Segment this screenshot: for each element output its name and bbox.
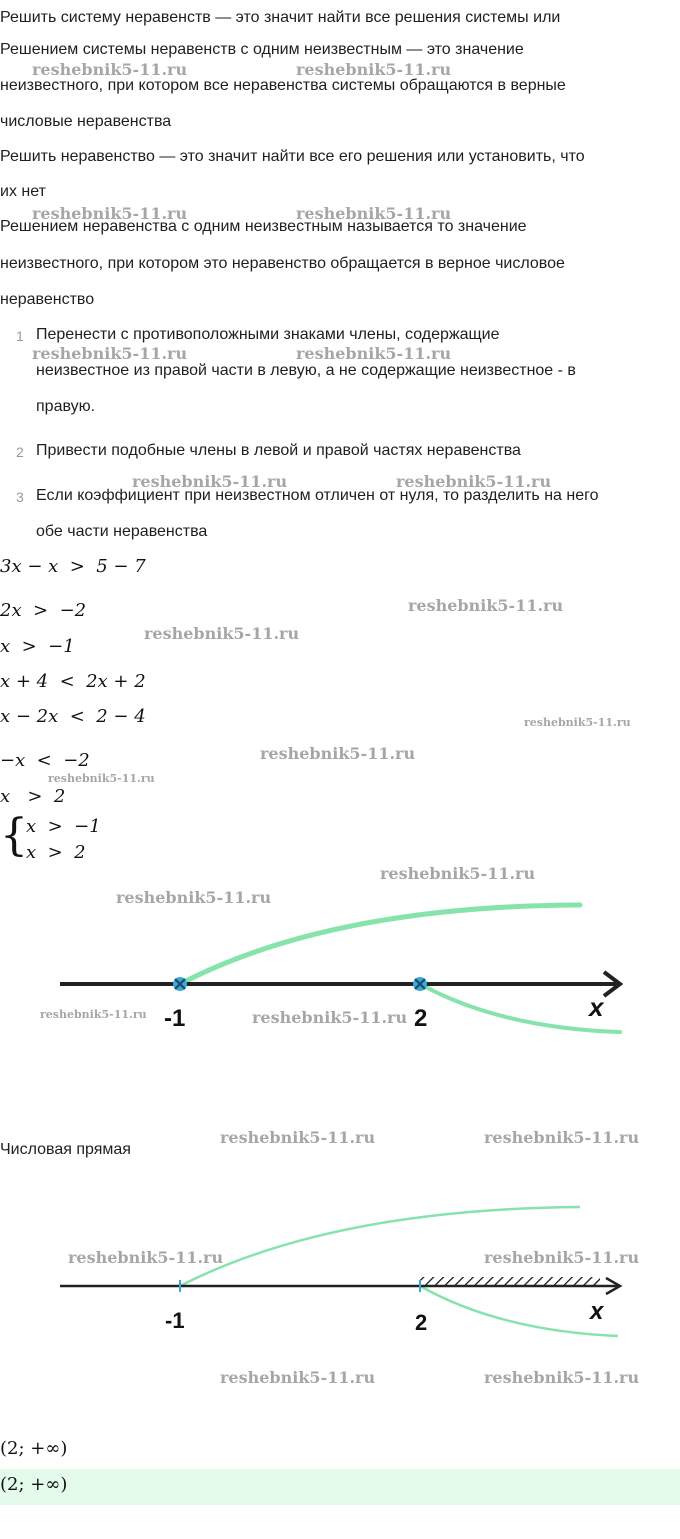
math-line-4: x + 4 < 2x + 2 <box>0 671 146 692</box>
step-number-2: 2 <box>16 444 24 460</box>
system-inequality-2: x > 2 <box>26 842 86 863</box>
definition-inequality-solve-line1: Решить неравенство — это значит найти все его решения или установить, что <box>0 148 585 165</box>
step-1-line1: Перенести с противоположными знаками члены, содержащие <box>36 326 500 343</box>
answer-plain: (2; +∞) <box>0 1438 68 1459</box>
point-2 <box>413 977 427 991</box>
watermark: reshebnik5-11.ru <box>48 772 155 785</box>
definition-system-solution-line2: неизвестного, при котором все неравенства системы обращаются в верные <box>0 77 566 94</box>
answer-highlight-box <box>0 1469 680 1505</box>
step-1-line3: правую. <box>36 398 96 415</box>
interval-arc-greater-minus-1 <box>180 1207 580 1286</box>
watermark: reshebnik5-11.ru <box>32 204 188 223</box>
watermark: reshebnik5-11.ru <box>484 1368 640 1387</box>
watermark: reshebnik5-11.ru <box>484 1128 640 1147</box>
step-3-line2: обе части неравенства <box>36 523 208 540</box>
definition-inequality-solution-line3: неравенство <box>0 291 95 308</box>
watermark: reshebnik5-11.ru <box>144 624 300 643</box>
number-line-caption: Числовая прямая <box>0 1141 131 1158</box>
math-line-2: 2x > −2 <box>0 600 87 621</box>
label-2: 2 <box>414 1005 428 1032</box>
axis-label-x: x <box>589 992 604 1022</box>
watermark: reshebnik5-11.ru <box>296 344 452 363</box>
math-line-5: x − 2x < 2 − 4 <box>0 706 146 727</box>
definition-system-solve: Решить систему неравенств — это значит найти все решения системы или <box>0 9 561 26</box>
number-line-diagram-2 <box>0 1195 680 1355</box>
watermark: reshebnik5-11.ru <box>32 344 188 363</box>
watermark: reshebnik5-11.ru <box>396 472 552 491</box>
watermark: reshebnik5-11.ru <box>68 1248 224 1267</box>
watermark: reshebnik5-11.ru <box>380 864 536 883</box>
definition-inequality-solution-line2: неизвестного, при котором это неравенство обращается в верное числовое <box>0 255 565 272</box>
watermark: reshebnik5-11.ru <box>408 596 564 615</box>
interval-arc-greater-2 <box>420 1286 618 1336</box>
math-line-1: 3x − x > 5 − 7 <box>0 556 146 577</box>
watermark: reshebnik5-11.ru <box>484 1248 640 1267</box>
point-minus-1 <box>173 977 187 991</box>
label-minus-1: -1 <box>164 1005 186 1032</box>
watermark: reshebnik5-11.ru <box>296 60 452 79</box>
math-line-3: x > −1 <box>0 636 75 657</box>
axis-label-x: x <box>590 1298 604 1325</box>
math-line-6: −x < −2 <box>0 750 90 771</box>
watermark: reshebnik5-11.ru <box>524 716 631 729</box>
watermark: reshebnik5-11.ru <box>296 204 452 223</box>
system-inequality-1: x > −1 <box>26 816 101 837</box>
label-minus-1: -1 <box>165 1308 185 1333</box>
step-3-line1: Если коэффициент при неизвестном отличен от нуля, то разделить на него <box>36 487 599 504</box>
interval-arc-greater-minus-1 <box>180 905 580 984</box>
watermark: reshebnik5-11.ru <box>116 888 272 907</box>
math-line-7: x > 2 <box>0 786 66 807</box>
watermark: reshebnik5-11.ru <box>252 1008 408 1027</box>
watermark: reshebnik5-11.ru <box>132 472 288 491</box>
step-2-line1: Привести подобные члены в левой и правой частях неравенства <box>36 442 521 459</box>
watermark: reshebnik5-11.ru <box>260 744 416 763</box>
definition-inequality-solve-line2: их нет <box>0 183 46 200</box>
definition-system-solution-line1: Решением системы неравенств с одним неизвестным — это значение <box>0 41 524 58</box>
answer-highlight: (2; +∞) <box>0 1474 68 1495</box>
definition-system-solution-line3: числовые неравенства <box>0 113 172 130</box>
step-1-line2: неизвестное из правой части в левую, а не содержащие неизвестное - в <box>36 362 576 379</box>
step-number-1: 1 <box>16 328 24 344</box>
definition-inequality-solution-line1: Решением неравенства с одним неизвестным называется то значение <box>0 218 527 235</box>
watermark: reshebnik5-11.ru <box>220 1128 376 1147</box>
watermark: reshebnik5-11.ru <box>220 1368 376 1387</box>
watermark: reshebnik5-11.ru <box>32 60 188 79</box>
system-brace: { <box>0 810 28 861</box>
watermark: reshebnik5-11.ru <box>40 1008 147 1021</box>
solution-hatching <box>420 1277 600 1286</box>
step-number-3: 3 <box>16 489 24 505</box>
label-2: 2 <box>415 1310 428 1335</box>
